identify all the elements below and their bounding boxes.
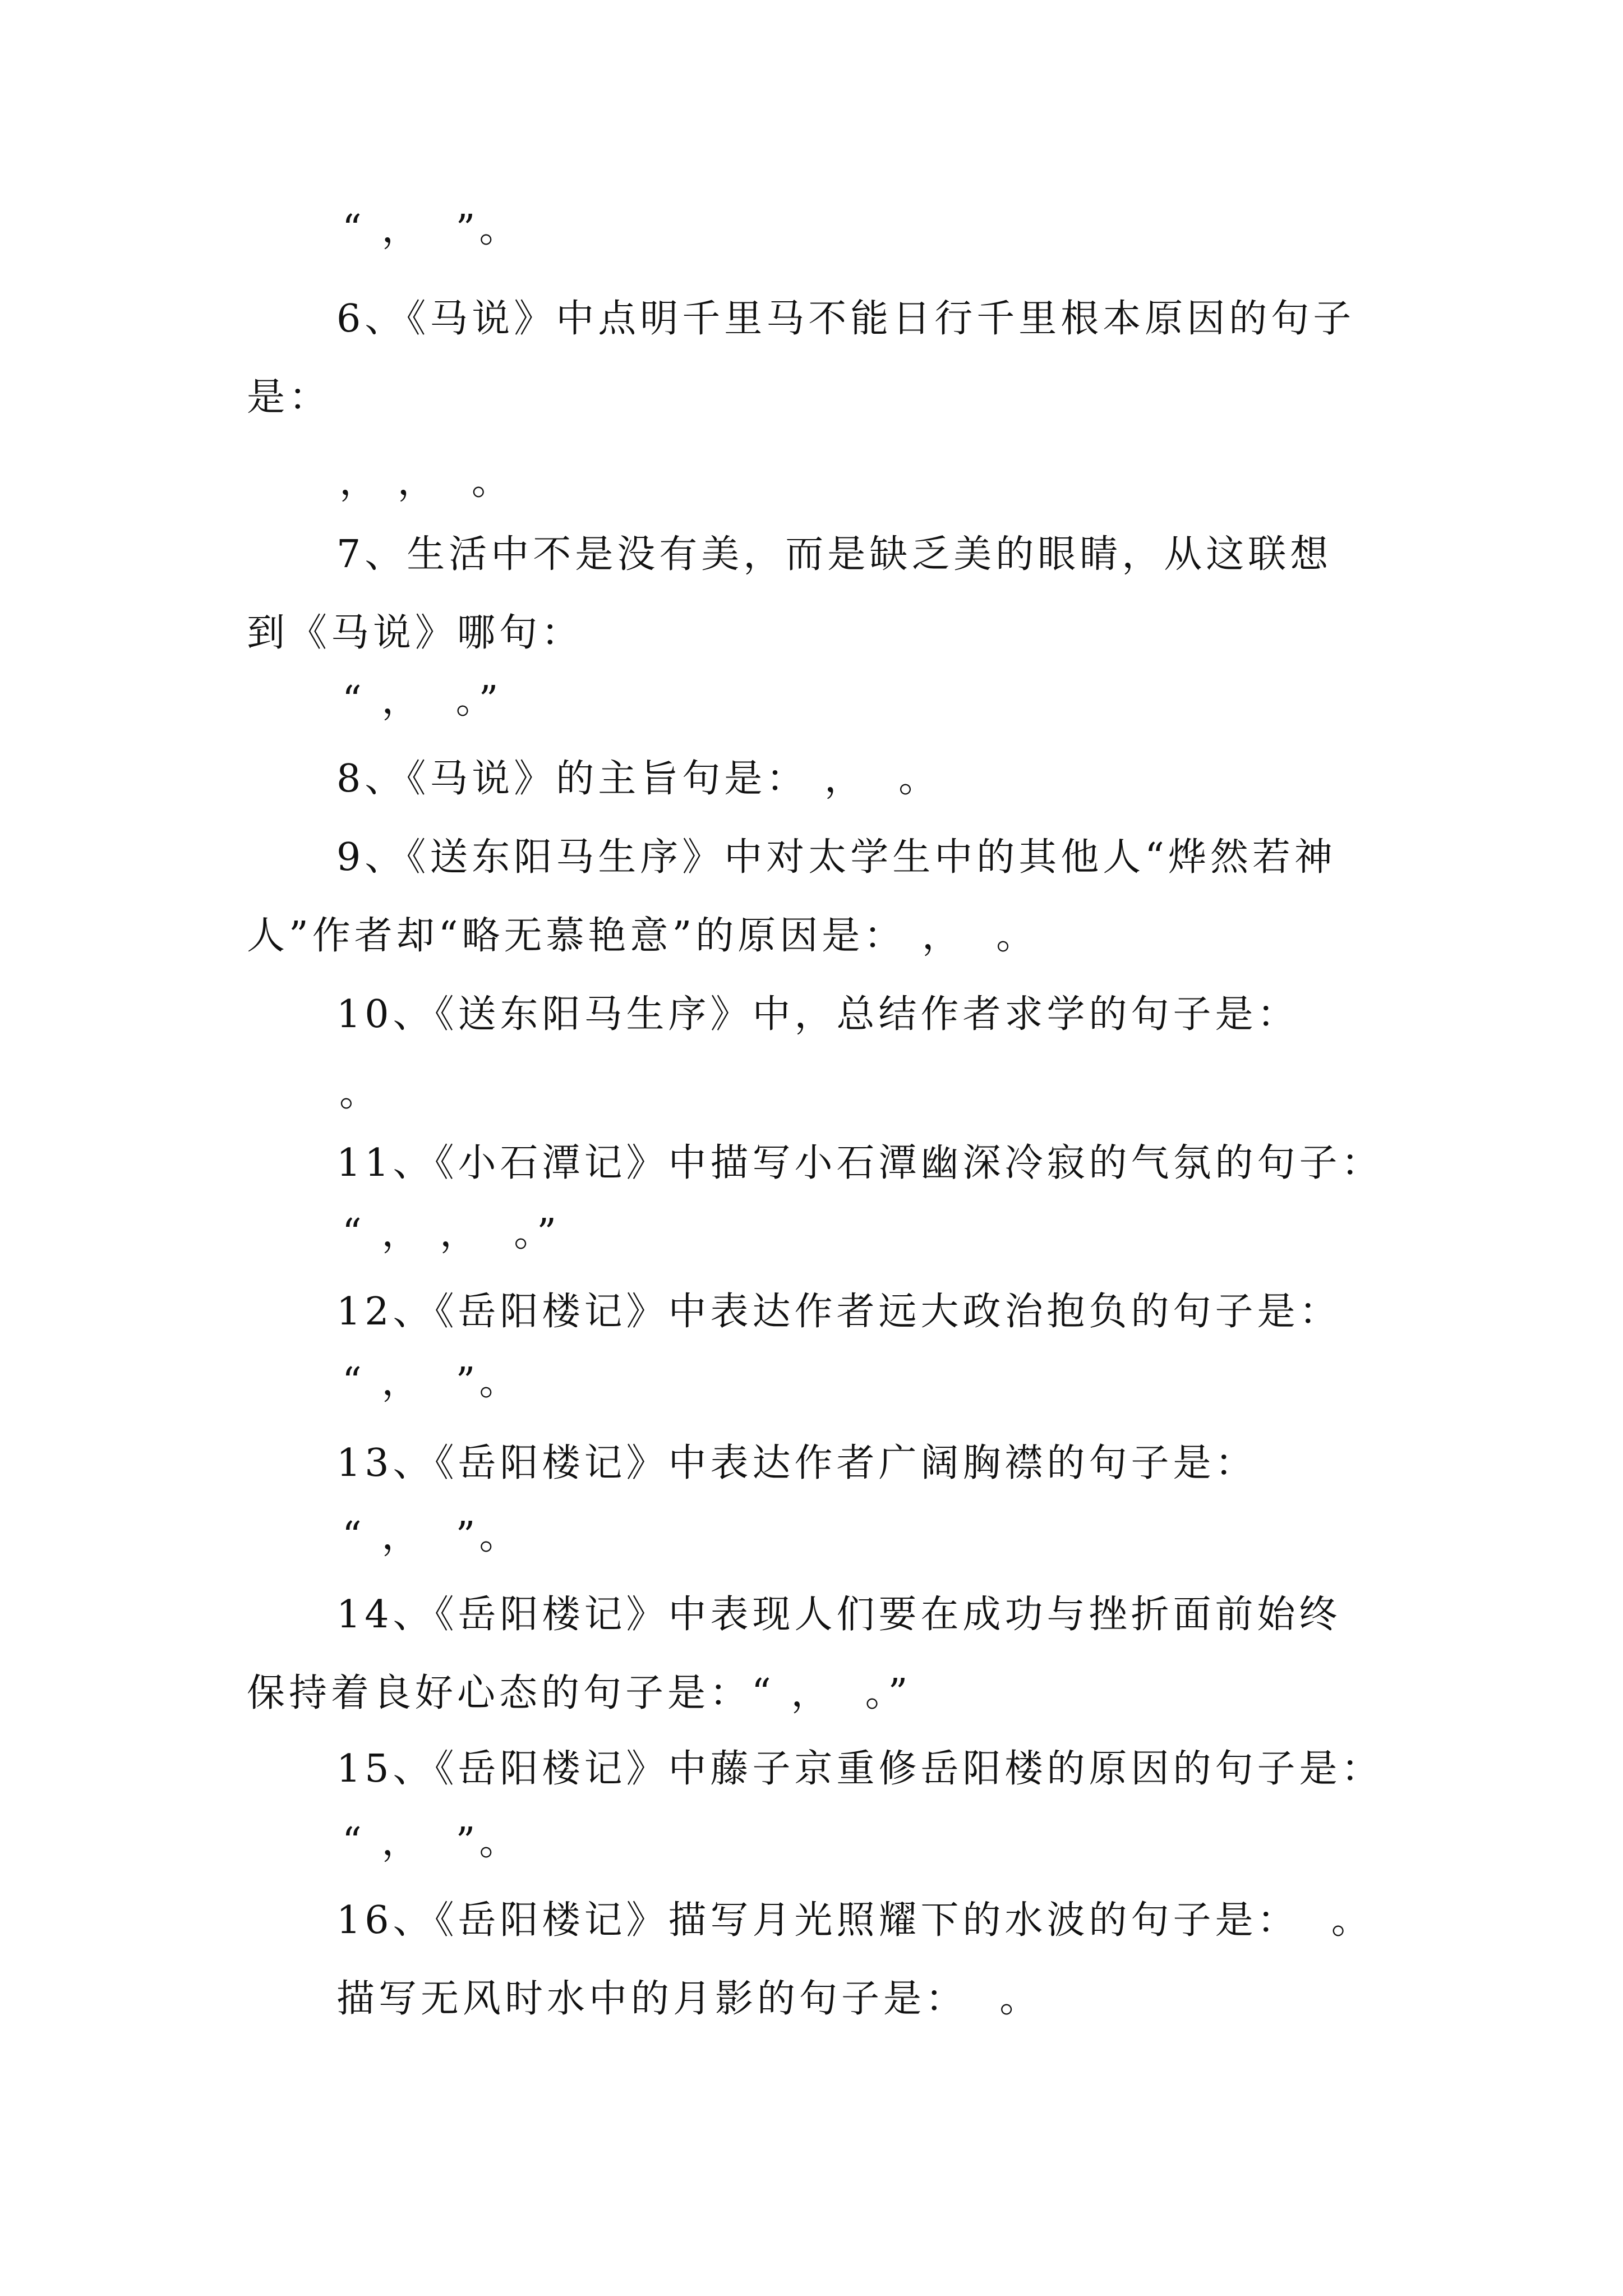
quote-blank-line: “ ， ， 。”: [342, 1211, 560, 1255]
question-7-continuation: 到《马说》哪句：: [247, 611, 584, 655]
quote-blank-line: “ ， 。”: [342, 678, 502, 723]
quote-blank-line: “ ， ”。: [342, 207, 522, 251]
question-8: 8、《马说》的主旨句是： ， 。: [336, 757, 941, 801]
question-14-continuation: 保持着良好心态的句子是：“ ， 。”: [247, 1671, 912, 1715]
question-6-continuation: 是：: [247, 375, 331, 420]
quote-blank-line: “ ， ”。: [342, 1820, 522, 1864]
question-16-part-2: 描写无风时水中的月影的句子是： 。: [336, 1977, 1042, 2021]
question-9: 9、《送东阳马生序》中对太学生中的其他人“烨然若神: [336, 835, 1337, 880]
quote-blank-line: “ ， ”。: [342, 1514, 522, 1558]
question-15: 15、《岳阳楼记》中藤子京重修岳阳楼的原因的句子是：: [336, 1747, 1384, 1791]
quote-blank-line: “ ， ”。: [342, 1360, 522, 1404]
question-11: 11、《小石潭记》中描写小石潭幽深冷寂的气氛的句子：: [336, 1141, 1384, 1185]
question-13: 13、《岳阳楼记》中表达作者广阔胸襟的句子是：: [336, 1441, 1257, 1485]
question-14: 14、《岳阳楼记》中表现人们要在成功与挫折面前始终: [336, 1593, 1341, 1637]
question-7: 7、生活中不是没有美，而是缺乏美的眼睛，从这联想: [336, 532, 1332, 577]
question-10: 10、《送东阳马生序》中，总结作者求学的句子是：: [336, 992, 1299, 1037]
answer-blank-line: ， ， 。: [339, 459, 514, 504]
question-12: 12、《岳阳楼记》中表达作者远大政治抱负的句子是：: [336, 1290, 1341, 1334]
question-6: 6、《马说》中点明千里马不能日行千里根本原因的句子: [336, 297, 1355, 341]
question-16: 16、《岳阳楼记》描写月光照耀下的水波的句子是： 。: [336, 1898, 1373, 1943]
question-9-continuation: 人”作者却“略无慕艳意”的原因是： ， 。: [247, 914, 1039, 958]
answer-blank-line: 。: [339, 1071, 382, 1115]
